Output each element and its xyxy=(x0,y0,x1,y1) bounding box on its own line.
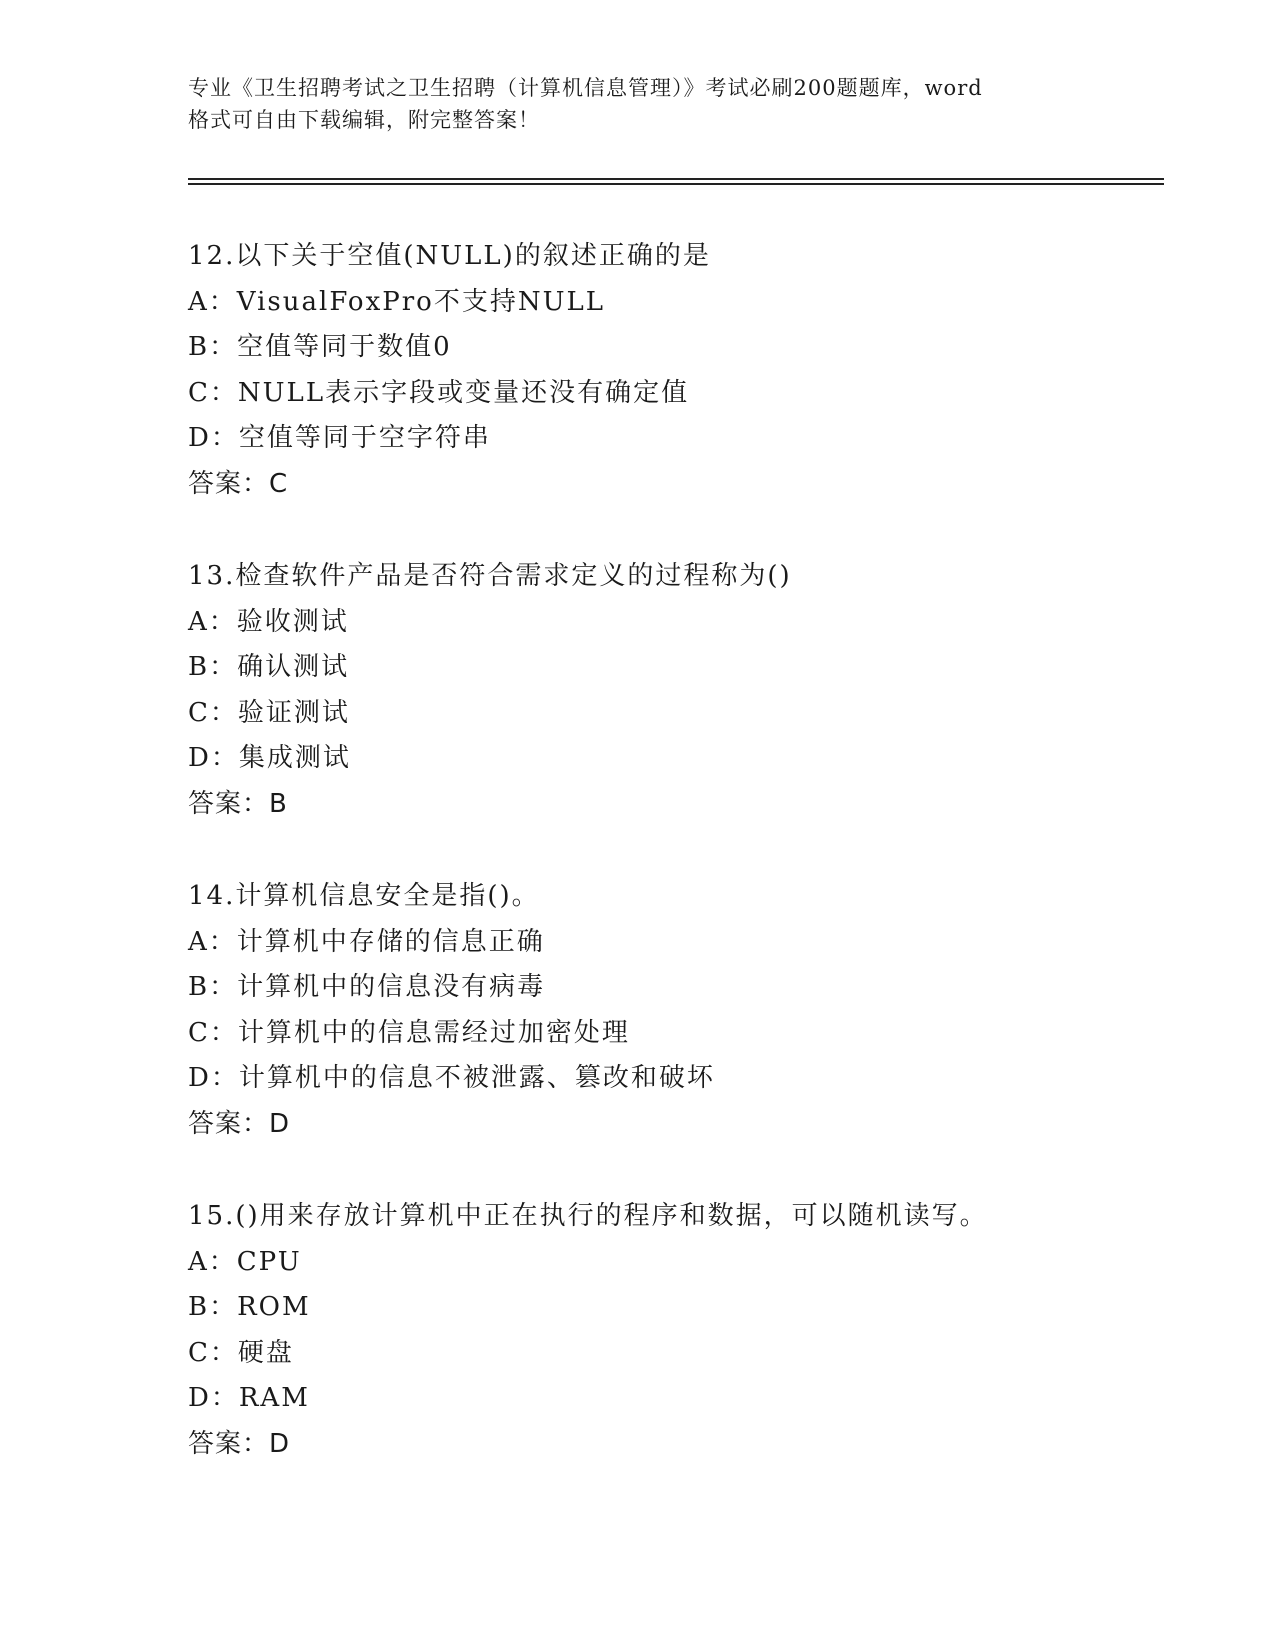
option-b: B：确认测试 xyxy=(188,652,350,683)
question-13 xyxy=(188,554,1148,874)
header-line-2: 格式可自由下载编辑，附完整答案！ xyxy=(188,108,540,132)
option-b: B：空值等同于数值0 xyxy=(188,332,452,363)
option-a: A：VisualFoxPro不支持NULL xyxy=(188,286,606,317)
option-a: A：验收测试 xyxy=(188,606,349,637)
header-divider-top xyxy=(188,178,1164,180)
answer: 答案：C xyxy=(188,468,289,499)
option-a: A：CPU xyxy=(188,1246,302,1277)
option-c: C：计算机中的信息需经过加密处理 xyxy=(188,1017,630,1048)
option-d: D：集成测试 xyxy=(188,743,351,774)
option-c: C：NULL表示字段或变量还没有确定值 xyxy=(188,377,690,408)
document-header xyxy=(188,72,1108,136)
question-stem: 13.检查软件产品是否符合需求定义的过程称为() xyxy=(188,561,792,591)
header-divider-bottom xyxy=(188,183,1164,185)
question-list xyxy=(188,234,1148,1514)
option-c: C：验证测试 xyxy=(188,697,350,728)
option-b: B：ROM xyxy=(188,1292,311,1323)
question-stem: 15.()用来存放计算机中正在执行的程序和数据，可以随机读写。 xyxy=(188,1201,988,1231)
option-d: D：空值等同于空字符串 xyxy=(188,423,491,454)
option-a: A：计算机中存储的信息正确 xyxy=(188,926,545,957)
question-stem: 12.以下关于空值(NULL)的叙述正确的是 xyxy=(188,241,711,271)
question-15 xyxy=(188,1194,1148,1514)
option-b: B：计算机中的信息没有病毒 xyxy=(188,972,546,1003)
answer: 答案：D xyxy=(188,1108,291,1139)
question-12 xyxy=(188,234,1148,554)
answer: 答案：D xyxy=(188,1428,291,1459)
option-d: D：RAM xyxy=(188,1383,310,1414)
answer: 答案：B xyxy=(188,788,288,819)
question-stem: 14.计算机信息安全是指()。 xyxy=(188,881,540,911)
header-line-1: 专业《卫生招聘考试之卫生招聘（计算机信息管理）》考试必刷200题题库，word xyxy=(188,76,983,100)
option-d: D：计算机中的信息不被泄露、篡改和破坏 xyxy=(188,1063,715,1094)
question-14 xyxy=(188,874,1148,1194)
option-c: C：硬盘 xyxy=(188,1337,294,1368)
